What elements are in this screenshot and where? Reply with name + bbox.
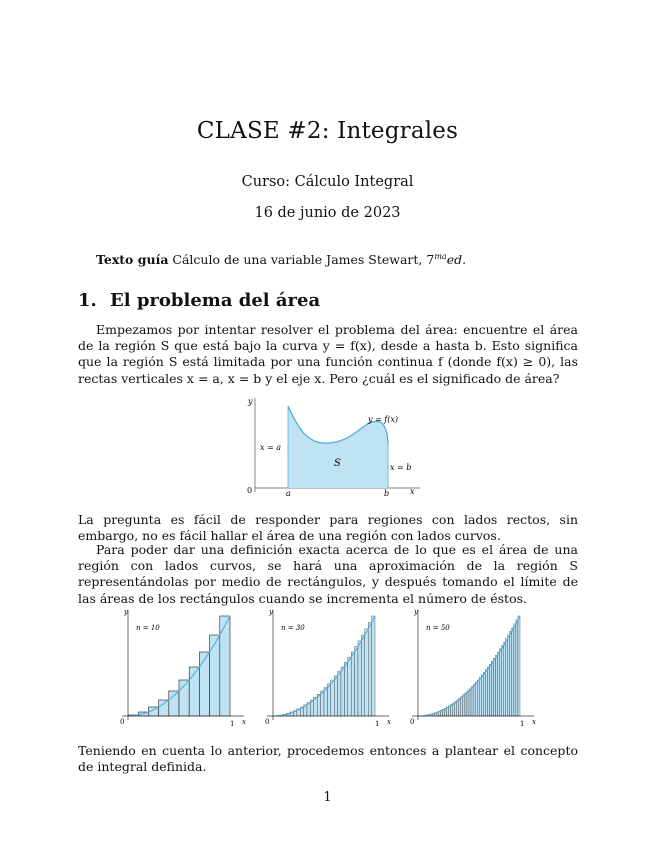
panel-one: 1 bbox=[520, 720, 525, 728]
approx-rectangle bbox=[481, 675, 483, 716]
approx-rectangle bbox=[471, 687, 473, 716]
panel-x-label: x bbox=[387, 718, 391, 726]
figure-area-region bbox=[240, 392, 430, 498]
approx-rectangle bbox=[365, 629, 368, 716]
approx-rectangle bbox=[334, 676, 337, 716]
approx-rectangle bbox=[459, 698, 461, 716]
approx-rectangle bbox=[220, 616, 230, 716]
figure-rectangle-approximations bbox=[110, 606, 550, 730]
approx-rectangle bbox=[498, 652, 500, 716]
approx-rectangle bbox=[489, 664, 491, 716]
approx-rectangle bbox=[502, 645, 504, 716]
approx-rectangle bbox=[344, 662, 347, 716]
fig1-curve-label: y = f(x) bbox=[368, 415, 399, 424]
approx-rectangle bbox=[475, 682, 477, 716]
approx-panel-n50 bbox=[410, 608, 536, 728]
fig1-left-line-label: x = a bbox=[260, 443, 282, 452]
approx-rectangle bbox=[479, 678, 481, 716]
panel-n-label: n = 30 bbox=[281, 624, 305, 632]
approx-rectangle bbox=[358, 641, 361, 716]
paragraph-1-text: Empezamos por intentar resolver el problema del área: encuentre el área de la región S que está bajo la curva y = f(x), desde a hasta b. Esto significa que la región S está limitada por una función continua f (donde f(x) ≥ 0), las rectas verticales x = a, x = b y el eje x. Pero ¿cuál es el significado de área? bbox=[78, 322, 578, 386]
approx-rectangle bbox=[324, 688, 327, 716]
approx-rectangle bbox=[485, 670, 487, 716]
panel-one: 1 bbox=[375, 720, 380, 728]
approx-rectangle bbox=[496, 655, 498, 716]
paragraph-3 bbox=[78, 542, 578, 607]
approx-panel-n10 bbox=[120, 608, 246, 728]
approx-rectangle bbox=[327, 684, 330, 716]
fig1-origin: 0 bbox=[247, 486, 253, 495]
approx-rectangle bbox=[210, 635, 220, 716]
panel-y-label: y bbox=[414, 608, 418, 616]
panel-n-label: n = 50 bbox=[426, 624, 450, 632]
approx-rectangle bbox=[514, 624, 516, 716]
approx-panel-n30 bbox=[265, 608, 391, 728]
approx-rectangle bbox=[341, 667, 344, 716]
approx-rectangle bbox=[508, 635, 510, 716]
approx-rectangle bbox=[477, 680, 479, 716]
approx-rectangle bbox=[321, 691, 324, 716]
approx-rectangle bbox=[506, 639, 508, 716]
panel-origin: 0 bbox=[120, 718, 125, 726]
approx-rectangle bbox=[467, 691, 469, 716]
approx-rectangle bbox=[518, 616, 520, 716]
date: 16 de junio de 2023 bbox=[254, 205, 401, 221]
approx-rectangle bbox=[512, 628, 514, 716]
fig1-y-label: y bbox=[248, 397, 253, 406]
approx-rectangle bbox=[469, 689, 471, 716]
fig1-right-line-label: x = b bbox=[390, 463, 412, 472]
approx-rectangle bbox=[453, 703, 455, 716]
approx-rectangle bbox=[500, 649, 502, 716]
approx-rectangle bbox=[493, 658, 495, 716]
approx-rectangle bbox=[368, 623, 371, 716]
guide-book: Cálculo de una variable James Stewart, 7 bbox=[172, 252, 435, 268]
fig1-x-label: x bbox=[410, 487, 415, 496]
guide-superscript: ma bbox=[434, 252, 447, 261]
fig1-region-label: S bbox=[334, 458, 341, 469]
panel-n-label: n = 10 bbox=[136, 624, 160, 632]
approx-rectangle bbox=[483, 672, 485, 716]
approx-rectangle bbox=[355, 647, 358, 716]
guide-text bbox=[96, 252, 596, 267]
section-number: 1. bbox=[78, 290, 97, 311]
approx-rectangle bbox=[169, 691, 179, 716]
approx-rectangle bbox=[159, 700, 169, 716]
approx-rectangle bbox=[516, 620, 518, 716]
approx-rectangle bbox=[504, 642, 506, 716]
approx-rectangle bbox=[199, 652, 209, 716]
approx-rectangle bbox=[461, 697, 463, 716]
paragraph-4 bbox=[78, 743, 578, 775]
panel-y-label: y bbox=[124, 608, 128, 616]
guide-label: Texto guía bbox=[96, 252, 169, 268]
approx-rectangle bbox=[361, 635, 364, 716]
panel-x-label: x bbox=[532, 718, 536, 726]
approx-rectangle bbox=[463, 695, 465, 716]
paragraph-2 bbox=[78, 512, 578, 544]
approx-rectangle bbox=[331, 680, 334, 716]
panel-origin: 0 bbox=[265, 718, 270, 726]
approx-rectangle bbox=[457, 700, 459, 716]
approx-rectangle bbox=[372, 616, 375, 716]
approx-rectangle bbox=[465, 693, 467, 716]
page-number: 1 bbox=[323, 790, 332, 805]
paragraph-1 bbox=[78, 322, 578, 387]
fig1-a-label: a bbox=[286, 489, 291, 498]
paragraph-4-text: Teniendo en cuenta lo anterior, procedemos entonces a plantear el concepto de integral definida. bbox=[78, 743, 578, 775]
panel-y-label: y bbox=[269, 608, 273, 616]
page-title: CLASE #2: Integrales bbox=[196, 118, 459, 144]
paragraph-3-text: Para poder dar una definición exacta acerca de lo que es el área de una región con lados curvos, se hará una aproximación de la región S representándolas por medio de rectángulos, y después tomando el límite de las áreas de los rectángulos cuando se incrementa el número de éstos. bbox=[78, 542, 578, 606]
approx-rectangle bbox=[338, 672, 341, 716]
course-name: Curso: Cálculo Integral bbox=[241, 174, 414, 190]
panel-x-label: x bbox=[242, 718, 246, 726]
fig1-b-label: b bbox=[384, 489, 390, 498]
approx-rectangle bbox=[348, 657, 351, 716]
panel-origin: 0 bbox=[410, 718, 415, 726]
approx-rectangle bbox=[510, 631, 512, 716]
approx-rectangle bbox=[491, 661, 493, 716]
approx-rectangle bbox=[473, 685, 475, 716]
section-heading bbox=[78, 290, 320, 311]
guide-suffix: ed. bbox=[446, 252, 467, 268]
panel-one: 1 bbox=[230, 720, 235, 728]
approx-rectangle bbox=[487, 667, 489, 716]
paragraph-2-text: La pregunta es fácil de responder para regiones con lados rectos, sin embargo, no es fácil hallar el área de una región con lados curvos. bbox=[78, 512, 578, 544]
approx-rectangle bbox=[351, 652, 354, 716]
section-title: El problema del área bbox=[110, 290, 321, 311]
approx-rectangle bbox=[455, 702, 457, 716]
